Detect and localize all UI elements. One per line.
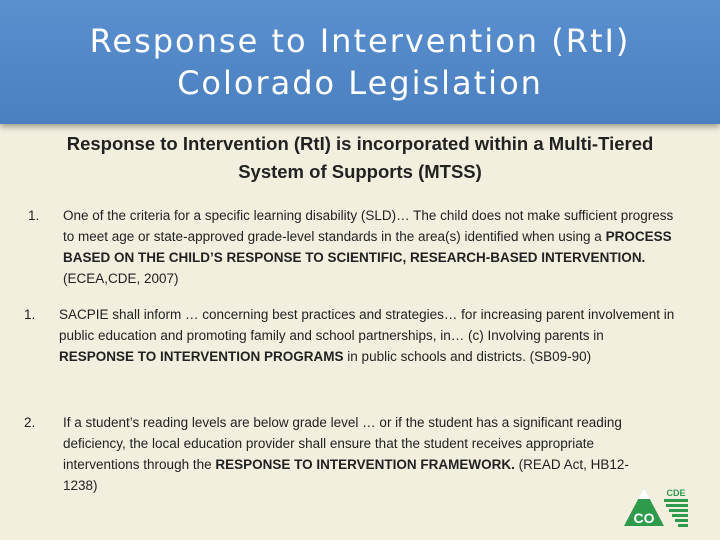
co-text: CO [633, 510, 655, 526]
logo-stripe [678, 524, 688, 527]
item-text: SACPIE shall inform … concerning best practices and strategies… for increasing parent involvement in public education and promoting family and school partnerships, in… (c) Involving parents in [59, 307, 675, 343]
logo-stripe [675, 519, 688, 522]
item-citation: in public schools and districts. (SB09-90) [343, 349, 592, 364]
cde-logo [616, 484, 694, 530]
item-text: If a student’s reading levels are below grade level … or if the student has a significant reading deficiency, the local education provider shall ensure that the student receives appropriate interventions through the [63, 415, 622, 472]
item-citation: (ECEA,CDE, 2007) [63, 271, 179, 286]
logo-stripe [672, 514, 688, 517]
item-emphasis: PROCESS BASED ON THE CHILD’S RESPONSE TO SCIENTIFIC, RESEARCH-BASED INTERVENTION. [63, 229, 672, 265]
item-text: One of the criteria for a specific learning disability (SLD)… The child does not make sufficient progress to meet age or state-approved grade-level standards in the area(s) identified when using a [63, 208, 674, 244]
title-bar [0, 0, 720, 124]
mountain-peak [638, 488, 650, 499]
item-number-2: 1. [24, 307, 36, 322]
page-title-line-1: Response to Intervention (RtI) [89, 22, 631, 60]
list-item-1 [63, 205, 683, 289]
item-number-1: 1. [28, 208, 40, 223]
logo-stripe [666, 504, 688, 507]
list-item-2 [59, 304, 681, 367]
subtitle: Response to Intervention (RtI) is incorporated within a Multi-Tiered System of Supports (MTSS) [66, 133, 654, 182]
item-number-3: 2. [24, 415, 36, 430]
cde-text: CDE [666, 488, 686, 498]
logo-stripe [669, 509, 688, 512]
item-emphasis: RESPONSE TO INTERVENTION FRAMEWORK. [215, 457, 515, 472]
list-item-3 [63, 412, 663, 496]
item-emphasis: RESPONSE TO INTERVENTION PROGRAMS [59, 349, 344, 364]
page-title-line-2: Colorado Legislation [177, 64, 543, 102]
item-citation: (READ Act, HB12-1238) [63, 457, 629, 493]
logo-stripe [664, 499, 688, 502]
